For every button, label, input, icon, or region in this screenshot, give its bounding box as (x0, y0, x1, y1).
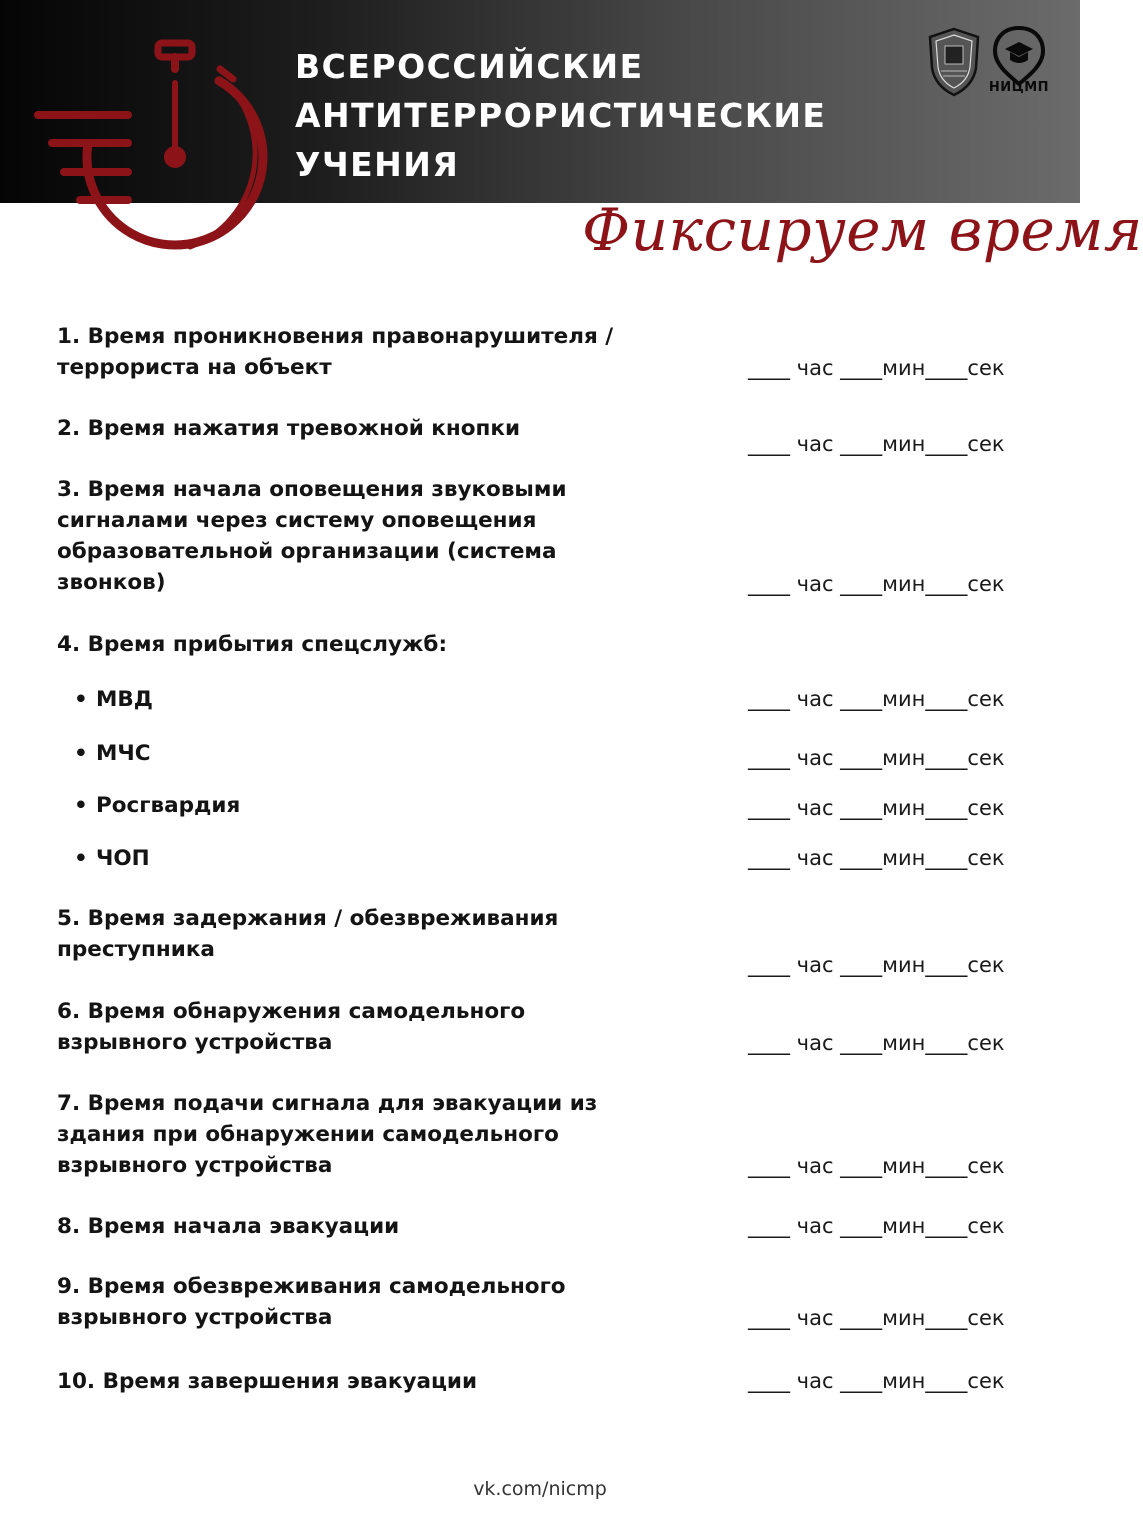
title-line-3: УЧЕНИЯ (295, 145, 460, 184)
title-line-1: ВСЕРОССИЙСКИЕ (295, 47, 644, 86)
service-label: МЧС (96, 741, 151, 766)
item-1: 1. Время проникновения правонарушителя / террориста на объект (57, 324, 614, 380)
service-label: Росгвардия (96, 793, 241, 818)
service-item-mvd: • МВД (74, 687, 153, 712)
time-blank-7[interactable]: ____ час ____мин____сек (748, 1154, 1005, 1178)
stopwatch-icon (30, 35, 280, 255)
item-2: 2. Время нажатия тревожной кнопки (57, 416, 521, 441)
title-line-2: АНТИТЕРРОРИСТИЧЕСКИЕ (295, 96, 827, 135)
item-5: 5. Время задержания / обезвреживания преступника (57, 906, 559, 962)
time-blank-mchs[interactable]: ____ час ____мин____сек (748, 746, 1005, 770)
service-label: ЧОП (96, 846, 150, 871)
service-item-chop: • ЧОП (74, 846, 150, 871)
time-blank-2[interactable]: ____ час ____мин____сек (748, 432, 1005, 456)
time-blank-3[interactable]: ____ час ____мин____сек (748, 572, 1005, 596)
time-blank-rosgvardia[interactable]: ____ час ____мин____сек (748, 796, 1005, 820)
time-blank-5[interactable]: ____ час ____мин____сек (748, 953, 1005, 977)
item-8: 8. Время начала эвакуации (57, 1214, 400, 1239)
item-9: 9. Время обезвреживания самодельного взрывного устройства (57, 1274, 566, 1330)
footer-link[interactable]: vk.com/nicmp (473, 1478, 607, 1500)
item-6: 6. Время обнаружения самодельного взрывного устройства (57, 999, 526, 1055)
time-blank-chop[interactable]: ____ час ____мин____сек (748, 846, 1005, 870)
item-10: 10. Время завершения эвакуации (57, 1369, 478, 1394)
nicmp-logo-text: НИЦМП (988, 80, 1050, 95)
time-blank-10[interactable]: ____ час ____мин____сек (748, 1369, 1005, 1393)
shield-emblem-icon (926, 26, 982, 98)
time-blank-6[interactable]: ____ час ____мин____сек (748, 1031, 1005, 1055)
subtitle: Фиксируем время (582, 196, 1143, 264)
item-7: 7. Время подачи сигнала для эвакуации из здания при обнаружении самодельного взрывного устройства (57, 1091, 598, 1178)
service-item-mchs: • МЧС (74, 741, 151, 766)
time-blank-8[interactable]: ____ час ____мин____сек (748, 1214, 1005, 1238)
time-blank-mvd[interactable]: ____ час ____мин____сек (748, 687, 1005, 711)
item-4: 4. Время прибытия спецслужб: (57, 632, 448, 657)
item-3: 3. Время начала оповещения звуковыми сигналами через систему оповещения образовательной организации (система звонков) (57, 477, 567, 595)
time-blank-1[interactable]: ____ час ____мин____сек (748, 356, 1005, 380)
time-blank-9[interactable]: ____ час ____мин____сек (748, 1306, 1005, 1330)
page-title (295, 42, 826, 189)
service-item-rosgvardia: • Росгвардия (74, 793, 241, 818)
service-label: МВД (96, 687, 153, 712)
